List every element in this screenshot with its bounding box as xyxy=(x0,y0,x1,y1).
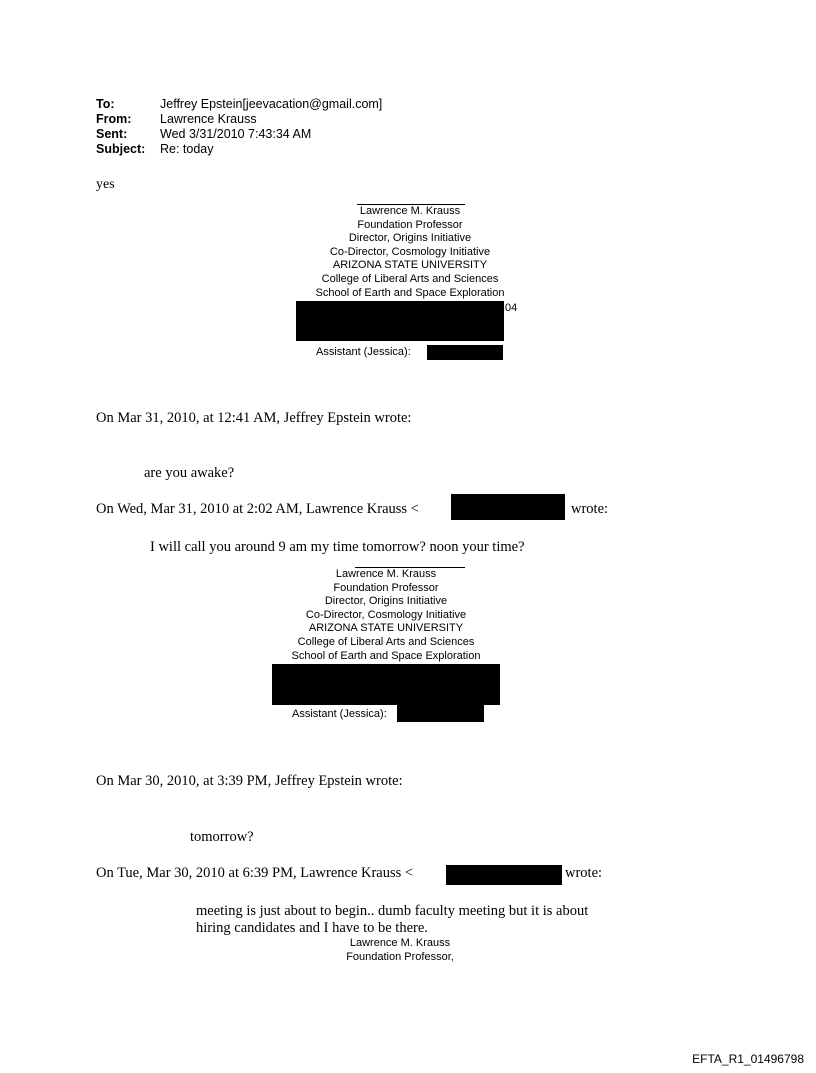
to-value: Jeffrey Epstein[jeevacation@gmail.com] xyxy=(160,97,383,111)
from-label: From: xyxy=(96,112,132,126)
signature-line: School of Earth and Space Exploration xyxy=(315,286,505,299)
header-from xyxy=(96,112,257,127)
header-sent xyxy=(96,127,311,142)
redaction-block xyxy=(397,705,484,722)
quote2-header: On Wed, Mar 31, 2010 at 2:02 AM, Lawrence Krauss < xyxy=(96,501,419,517)
quote2-text: I will call you around 9 am my time tomorrow? noon your time? xyxy=(150,539,525,555)
header-to xyxy=(96,97,382,112)
document-id: EFTA_R1_01496798 xyxy=(692,1052,804,1066)
signature-line: Foundation Professor xyxy=(333,581,439,594)
signature-line: Foundation Professor, xyxy=(346,950,454,963)
signature-line: Lawrence M. Krauss xyxy=(349,937,451,949)
signature-block-1 xyxy=(296,205,524,300)
to-label: To: xyxy=(96,97,115,111)
sent-label: Sent: xyxy=(96,127,128,141)
quote4-text-line1: meeting is just about to begin.. dumb faculty meeting but it is about xyxy=(196,903,589,919)
sent-value: Wed 3/31/2010 7:43:34 AM xyxy=(160,127,312,141)
signature-line: Director, Origins Initiative xyxy=(324,595,448,608)
redaction-block xyxy=(451,494,565,520)
from-value: Lawrence Krauss xyxy=(160,112,257,126)
phone-tail: 04 xyxy=(505,302,518,314)
quote3-text: tomorrow? xyxy=(190,829,254,845)
redaction-block xyxy=(296,301,504,341)
signature-line: Foundation Professor xyxy=(357,218,463,231)
redaction-block xyxy=(446,865,562,885)
subject-value: Re: today xyxy=(160,142,214,156)
assistant-label: Assistant (Jessica): xyxy=(292,708,387,720)
signature-line: ARIZONA STATE UNIVERSITY xyxy=(332,259,488,272)
signature-line: Director, Origins Initiative xyxy=(348,232,472,245)
quote3-header: On Mar 30, 2010, at 3:39 PM, Jeffrey Epstein wrote: xyxy=(96,773,403,789)
quote2-wrote: wrote: xyxy=(571,501,609,517)
signature-line: School of Earth and Space Exploration xyxy=(291,649,481,662)
signature-line: Lawrence M. Krauss xyxy=(359,205,461,217)
signature-line: College of Liberal Arts and Sciences xyxy=(321,272,499,285)
quote4-text-line2: hiring candidates and I have to be there. xyxy=(196,920,428,936)
signature-line: Co-Director, Cosmology Initiative xyxy=(329,245,491,258)
quote4-header: On Tue, Mar 30, 2010 at 6:39 PM, Lawrence Krauss < xyxy=(96,865,414,881)
assistant-label: Assistant (Jessica): xyxy=(316,346,411,358)
quote4-wrote: wrote: xyxy=(565,865,603,881)
reply-text: yes xyxy=(96,177,115,192)
signature-line: Lawrence M. Krauss xyxy=(335,568,437,580)
redaction-block xyxy=(427,345,503,360)
signature-line: Co-Director, Cosmology Initiative xyxy=(305,608,467,621)
signature-block-2 xyxy=(272,568,500,663)
subject-label: Subject: xyxy=(96,142,146,156)
quote1-text: are you awake? xyxy=(144,465,235,481)
header-subject xyxy=(96,142,214,157)
signature-line: ARIZONA STATE UNIVERSITY xyxy=(308,622,464,635)
redaction-block xyxy=(272,664,500,705)
signature-line: College of Liberal Arts and Sciences xyxy=(297,635,475,648)
quote1-header: On Mar 31, 2010, at 12:41 AM, Jeffrey Epstein wrote: xyxy=(96,410,412,426)
signature-block-3 xyxy=(340,937,460,964)
